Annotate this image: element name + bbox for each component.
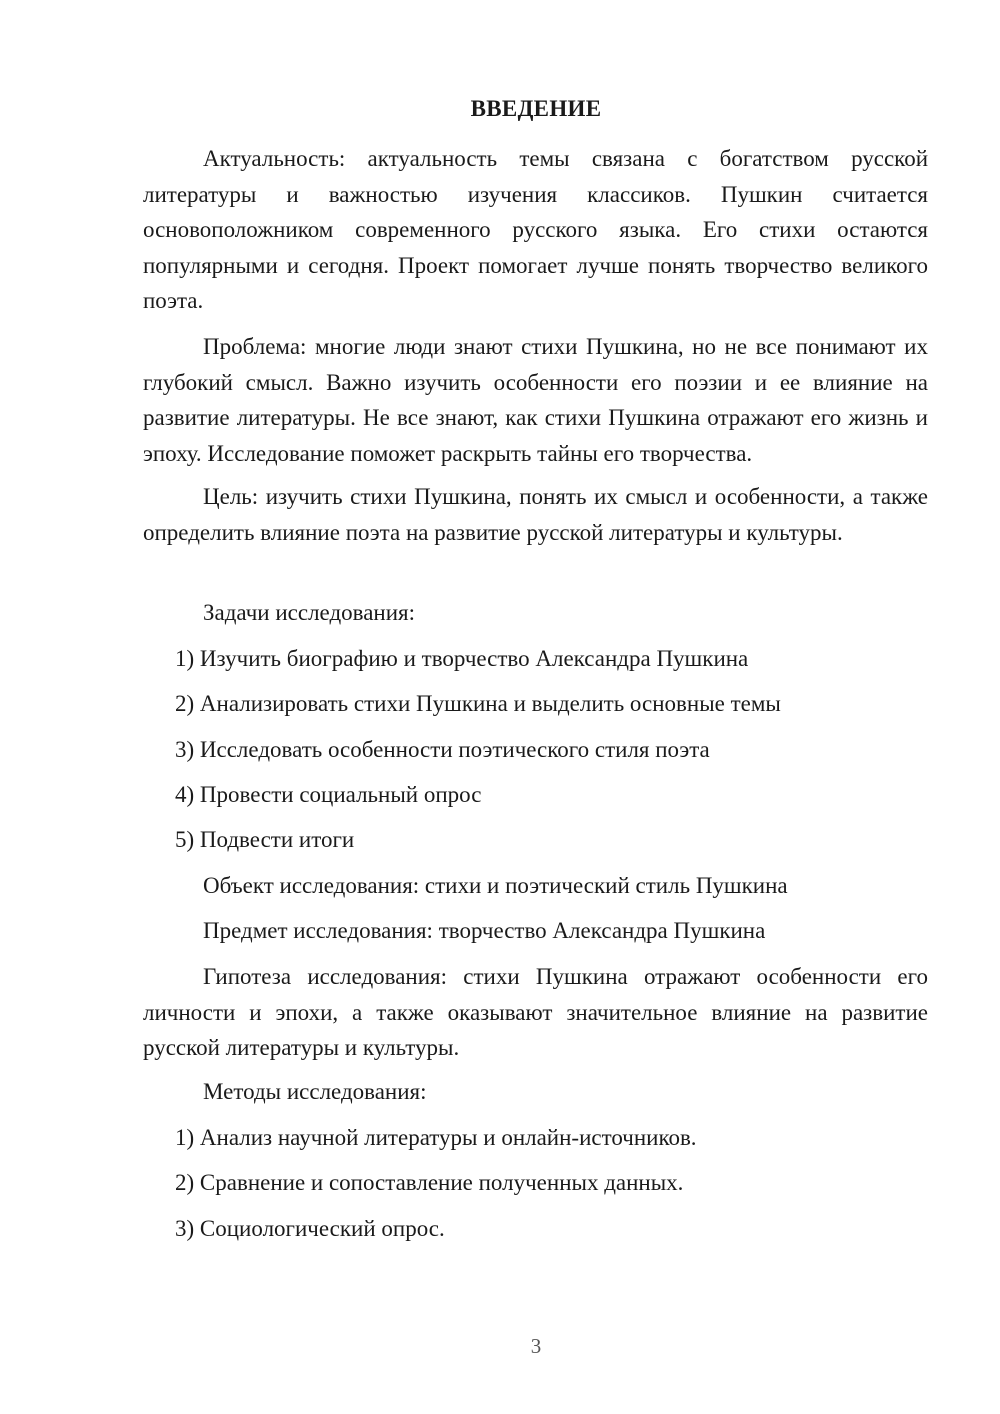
methods-heading: Методы исследования: [203, 1079, 427, 1104]
research-object: Объект исследования: стихи и поэтический стиль Пушкина [203, 873, 788, 898]
hypothesis-paragraph: Гипотеза исследования: стихи Пушкина отражают особенности его личности и эпохи, а также оказывают значительное влияние на развитие русской литературы и культуры. [143, 964, 928, 1060]
method-item: 1) Анализ научной литературы и онлайн-источников. [175, 1125, 697, 1150]
task-item: 2) Анализировать стихи Пушкина и выделить основные темы [175, 691, 781, 716]
task-item: 1) Изучить биографию и творчество Александра Пушкина [175, 646, 749, 671]
method-item: 2) Сравнение и сопоставление полученных данных. [175, 1170, 684, 1195]
problem-paragraph: Проблема: многие люди знают стихи Пушкина, но не все понимают их глубокий смысл. Важно изучить особенности его поэзии и ее влияние на развитие литературы. Не все знают, как стихи Пушкина отражают его жизнь и эпоху. Исследование поможет раскрыть тайны его творчества. [143, 334, 928, 466]
research-subject: Предмет исследования: творчество Александра Пушкина [203, 918, 766, 943]
method-item: 3) Социологический опрос. [175, 1216, 445, 1241]
task-item: 5) Подвести итоги [175, 827, 355, 852]
task-item: 3) Исследовать особенности поэтического стиля поэта [175, 737, 710, 762]
tasks-heading: Задачи исследования: [203, 600, 416, 625]
relevance-paragraph: Актуальность: актуальность темы связана с богатством русской литературы и важностью изучения классиков. Пушкин считается основоположником современного русского языка. Его стихи остаются популярными и сегодня. Проект помогает лучше понять творчество великого поэта. [143, 146, 928, 313]
task-item: 4) Провести социальный опрос [175, 782, 482, 807]
page-number: 3 [530, 1334, 542, 1358]
page-title: ВВЕДЕНИЕ [470, 96, 602, 121]
goal-paragraph: Цель: изучить стихи Пушкина, понять их смысл и особенности, а также определить влияние поэта на развитие русской литературы и культуры. [143, 484, 928, 545]
